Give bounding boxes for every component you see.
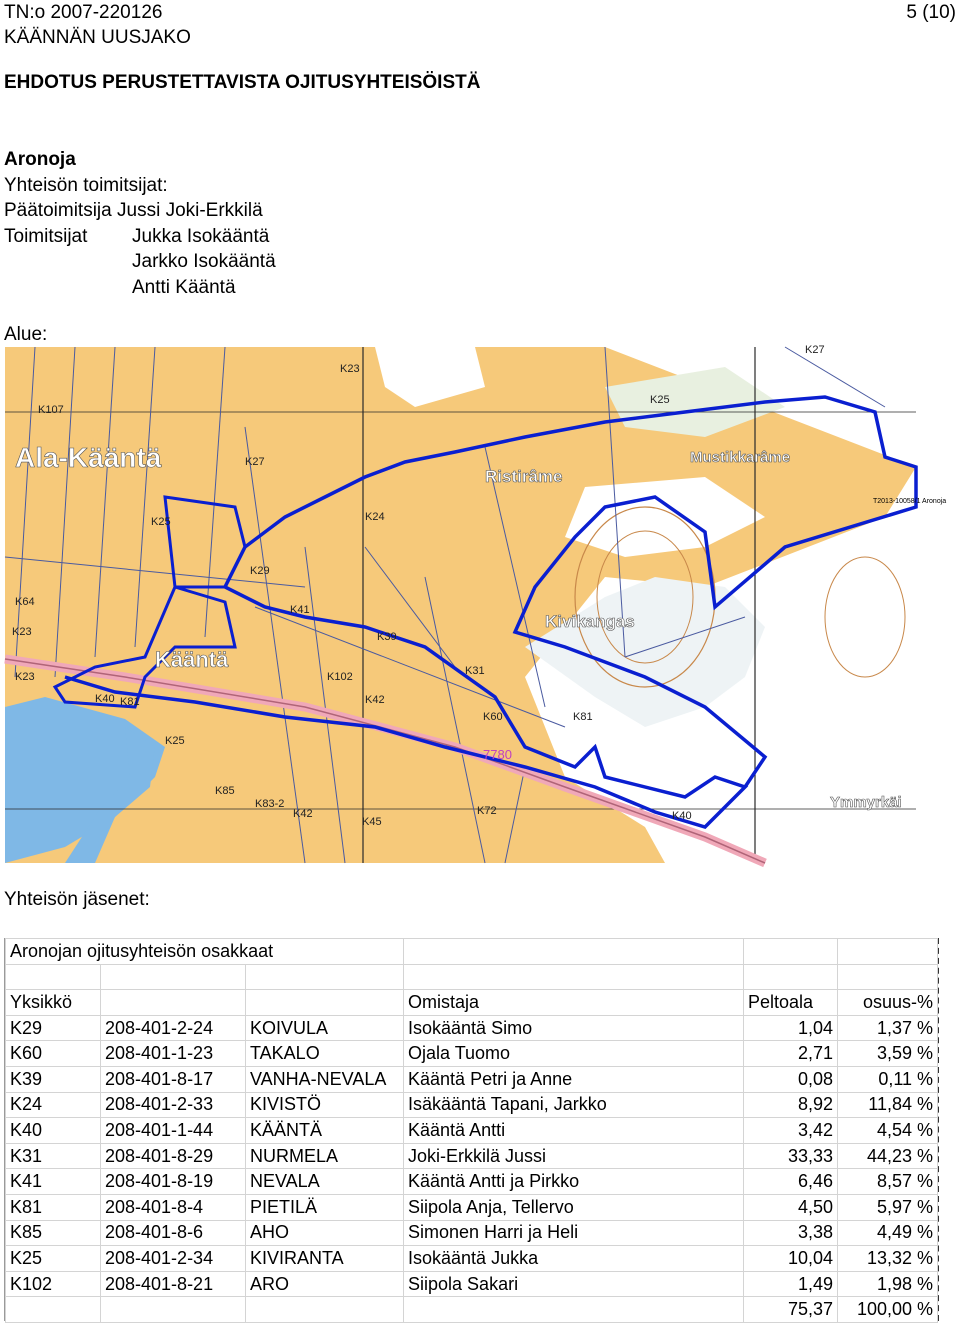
svg-text:Ymmyrkäi: Ymmyrkäi — [830, 794, 902, 811]
svg-text:K85: K85 — [215, 785, 235, 797]
table-cell: 1,49 — [744, 1271, 838, 1297]
svg-text:K27: K27 — [245, 456, 265, 468]
table-cell: Kääntä Petri ja Anne — [404, 1066, 744, 1092]
table-cell: 208-401-8-29 — [101, 1143, 246, 1169]
table-cell: 208-401-8-19 — [101, 1169, 246, 1195]
table-row — [6, 1271, 938, 1297]
column-header — [246, 990, 404, 1016]
svg-text:K83-2: K83-2 — [255, 798, 285, 810]
table-cell: 208-401-2-34 — [101, 1246, 246, 1272]
svg-text:K29: K29 — [250, 565, 270, 577]
table-cell: K102 — [6, 1271, 101, 1297]
official-name: Jarkko Isokääntä — [132, 251, 276, 272]
official-row — [4, 275, 276, 301]
table-cell: KOIVULA — [246, 1015, 404, 1041]
table-cell: 3,42 — [744, 1118, 838, 1144]
svg-text:K102: K102 — [327, 671, 353, 683]
table-cell — [101, 1297, 246, 1323]
table-cell: 208-401-8-4 — [101, 1194, 246, 1220]
table-cell: 33,33 — [744, 1143, 838, 1169]
column-header: Peltoala — [744, 990, 838, 1016]
column-header: Yksikkö — [6, 990, 101, 1016]
table-title: Aronojan ojitusyhteisön osakkaat — [6, 939, 404, 965]
svg-text:Kääntä: Kääntä — [155, 647, 229, 672]
svg-text:K23: K23 — [15, 671, 35, 683]
svg-text:K23: K23 — [12, 626, 32, 638]
table-row — [6, 1220, 938, 1246]
area-label: Alue: — [4, 324, 48, 345]
owners-table — [5, 938, 938, 1323]
table-cell: NURMELA — [246, 1143, 404, 1169]
svg-text:K25: K25 — [165, 735, 185, 747]
table-cell: 208-401-8-6 — [101, 1220, 246, 1246]
map-svg — [5, 344, 947, 863]
svg-text:K40: K40 — [672, 810, 692, 822]
table-cell: Isokääntä Simo — [404, 1015, 744, 1041]
table-cell: 1,04 — [744, 1015, 838, 1041]
svg-text:K39: K39 — [377, 631, 397, 643]
table-cell: K25 — [6, 1246, 101, 1272]
svg-text:Mustikkarâme: Mustikkarâme — [690, 449, 791, 466]
table-cell: 4,49 % — [838, 1220, 938, 1246]
table-cell: KÄÄNTÄ — [246, 1118, 404, 1144]
table-row — [6, 1169, 938, 1195]
table-cell: 6,46 — [744, 1169, 838, 1195]
table-row — [6, 1066, 938, 1092]
svg-text:K24: K24 — [365, 511, 385, 523]
table-title-row — [6, 939, 938, 965]
table-cell — [404, 1297, 744, 1323]
table-cell: 1,98 % — [838, 1271, 938, 1297]
table-cell: K24 — [6, 1092, 101, 1118]
table-cell: KIVIRANTA — [246, 1246, 404, 1272]
table-cell: 4,54 % — [838, 1118, 938, 1144]
table-cell: 75,37 — [744, 1297, 838, 1323]
officials-heading: Yhteisön toimitsijat: — [4, 174, 168, 196]
table-cell: 208-401-8-21 — [101, 1271, 246, 1297]
table-cell: 208-401-2-33 — [101, 1092, 246, 1118]
table-cell: 2,71 — [744, 1041, 838, 1067]
table-row — [6, 1246, 938, 1272]
svg-text:K107: K107 — [38, 404, 64, 416]
table-cell: 5,97 % — [838, 1194, 938, 1220]
table-header-row — [6, 990, 938, 1016]
svg-text:K23: K23 — [340, 363, 360, 375]
table-cell: 3,59 % — [838, 1041, 938, 1067]
table-cell: K31 — [6, 1143, 101, 1169]
svg-text:K45: K45 — [362, 816, 382, 828]
svg-text:K42: K42 — [293, 808, 313, 820]
official-name: Antti Kääntä — [132, 276, 236, 298]
empty-row — [6, 964, 938, 990]
table-cell — [6, 1297, 101, 1323]
area-map — [5, 344, 947, 863]
svg-text:K60: K60 — [483, 711, 503, 723]
chief-name: Jussi Joki-Erkkilä — [117, 200, 263, 221]
community-info — [4, 147, 276, 300]
table-cell: 11,84 % — [838, 1092, 938, 1118]
table-cell: Siipola Sakari — [404, 1271, 744, 1297]
table-cell: Joki-Erkkilä Jussi — [404, 1143, 744, 1169]
table-cell: 8,92 — [744, 1092, 838, 1118]
table-cell: 0,08 — [744, 1066, 838, 1092]
svg-text:K27: K27 — [805, 344, 825, 356]
table-cell: K85 — [6, 1220, 101, 1246]
document-number: TN:o 2007-220126 — [4, 2, 163, 23]
svg-text:K31: K31 — [465, 665, 485, 677]
column-header: Omistaja — [404, 990, 744, 1016]
table-cell: 8,57 % — [838, 1169, 938, 1195]
table-cell: 208-401-1-23 — [101, 1041, 246, 1067]
table-cell: AHO — [246, 1220, 404, 1246]
table-cell: K60 — [6, 1041, 101, 1067]
table-cell: K41 — [6, 1169, 101, 1195]
page-number: 5 (10) — [906, 2, 956, 23]
svg-text:K81: K81 — [573, 711, 593, 723]
table-cell: NEVALA — [246, 1169, 404, 1195]
column-header — [101, 990, 246, 1016]
table-cell: 1,37 % — [838, 1015, 938, 1041]
table-cell: K81 — [6, 1194, 101, 1220]
table-cell: 13,32 % — [838, 1246, 938, 1272]
table-row — [6, 1041, 938, 1067]
table-cell: 208-401-1-44 — [101, 1118, 246, 1144]
table-cell: K29 — [6, 1015, 101, 1041]
document-subtitle: KÄÄNNÄN UUSJAKO — [4, 27, 191, 48]
chief-label: Päätoimitsija — [4, 200, 112, 221]
table-cell: 0,11 % — [838, 1066, 938, 1092]
table-row — [6, 1118, 938, 1144]
svg-text:K72: K72 — [477, 805, 497, 817]
svg-text:T2013-10058/1 Aronoja: T2013-10058/1 Aronoja — [873, 498, 947, 505]
table-cell: PIETILÄ — [246, 1194, 404, 1220]
table-cell: 208-401-8-17 — [101, 1066, 246, 1092]
table-cell: Simonen Harri ja Heli — [404, 1220, 744, 1246]
svg-text:K25: K25 — [151, 516, 171, 528]
table-cell: VANHA-NEVALA — [246, 1066, 404, 1092]
table-cell: 3,38 — [744, 1220, 838, 1246]
community-name: Aronoja — [4, 149, 76, 170]
document-header — [4, 0, 191, 50]
totals-row — [6, 1297, 938, 1323]
table-cell: 4,50 — [744, 1194, 838, 1220]
svg-text:K81: K81 — [120, 696, 140, 708]
official-name: Jukka Isokääntä — [132, 225, 270, 247]
table-cell: Isokääntä Jukka — [404, 1246, 744, 1272]
table-cell: KIVISTÖ — [246, 1092, 404, 1118]
table-cell: K39 — [6, 1066, 101, 1092]
table-cell: ARO — [246, 1271, 404, 1297]
table-cell: 208-401-2-24 — [101, 1015, 246, 1041]
table-cell: Isäkääntä Tapani, Jarkko — [404, 1092, 744, 1118]
table-cell: 44,23 % — [838, 1143, 938, 1169]
officials-label: Toimitsijat — [4, 225, 88, 247]
table-cell: K40 — [6, 1118, 101, 1144]
table-row — [6, 1194, 938, 1220]
chief-official-row — [4, 198, 276, 224]
official-row — [4, 249, 276, 275]
table-cell: 10,04 — [744, 1246, 838, 1272]
table-cell: Kääntä Antti — [404, 1118, 744, 1144]
table-cell: Ojala Tuomo — [404, 1041, 744, 1067]
svg-text:Kivikangas: Kivikangas — [545, 612, 635, 631]
svg-text:K41: K41 — [290, 604, 310, 616]
svg-text:Ristirâme: Ristirâme — [485, 467, 563, 486]
svg-text:Ala-Kääntä: Ala-Kääntä — [15, 442, 162, 473]
page-title: EHDOTUS PERUSTETTAVISTA OJITUSYHTEISÖISTÄ — [4, 72, 481, 93]
owners-spreadsheet — [4, 938, 939, 1321]
svg-text:K64: K64 — [15, 596, 35, 608]
svg-text:K25: K25 — [650, 394, 670, 406]
table-cell — [246, 1297, 404, 1323]
svg-text:K40: K40 — [95, 693, 115, 705]
table-row — [6, 1015, 938, 1041]
svg-text:K42: K42 — [365, 694, 385, 706]
table-row — [6, 1092, 938, 1118]
column-header: osuus-% — [838, 990, 938, 1016]
members-label: Yhteisön jäsenet: — [4, 889, 150, 910]
table-cell: TAKALO — [246, 1041, 404, 1067]
svg-text:7780: 7780 — [483, 747, 512, 762]
table-row — [6, 1143, 938, 1169]
table-cell: Siipola Anja, Tellervo — [404, 1194, 744, 1220]
table-cell: Kääntä Antti ja Pirkko — [404, 1169, 744, 1195]
official-row — [4, 224, 276, 250]
table-cell: 100,00 % — [838, 1297, 938, 1323]
